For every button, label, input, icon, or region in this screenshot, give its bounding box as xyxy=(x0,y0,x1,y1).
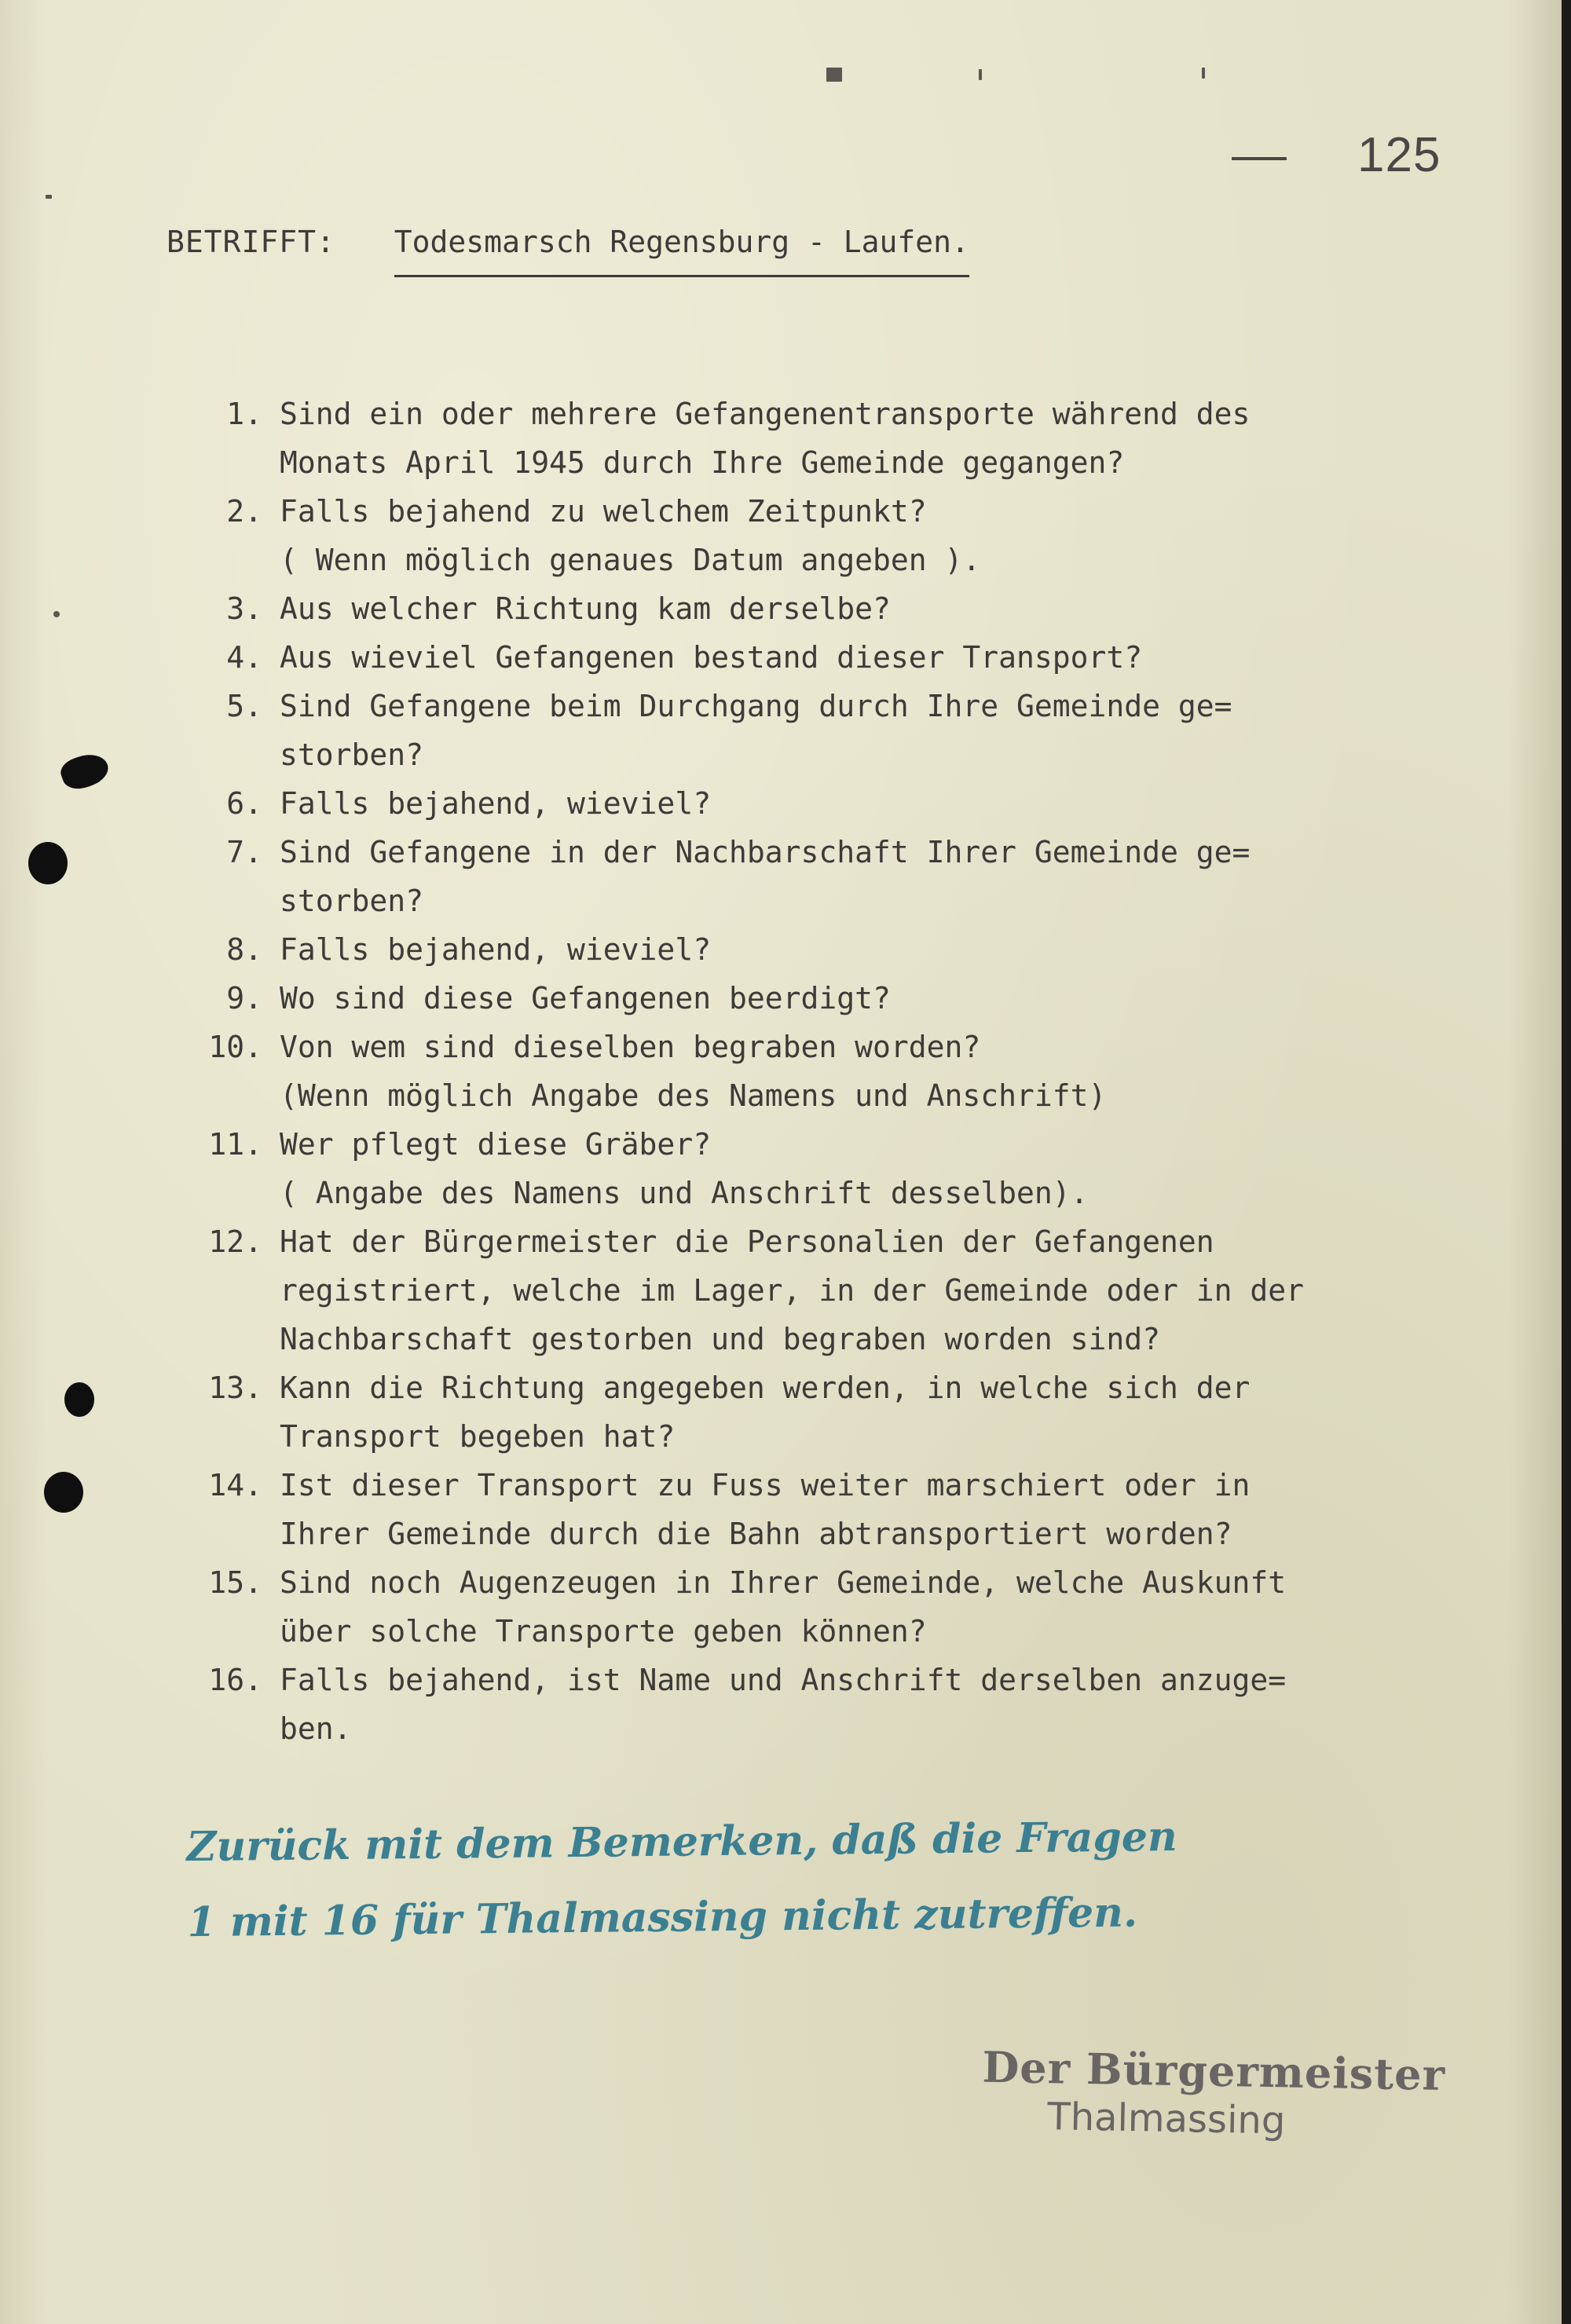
question-text: Nachbarschaft gestorben und begraben worden sind? xyxy=(280,1322,1161,1356)
punch-hole xyxy=(28,842,68,884)
question-text: (Wenn möglich Angabe des Namens und Anschrift) xyxy=(280,1078,1107,1113)
question-number: 3. xyxy=(226,591,262,626)
question-text: Aus wieviel Gefangenen bestand dieser Transport? xyxy=(280,640,1143,675)
paper-speck xyxy=(979,69,982,80)
question-number: 6. xyxy=(226,786,262,821)
question-text: Von wem sind dieselben begraben worden? xyxy=(280,1030,981,1064)
question-item xyxy=(196,584,1422,633)
question-number: 4. xyxy=(226,640,262,675)
question-text: registriert, welche im Lager, in der Gemeinde oder in der xyxy=(280,1273,1305,1308)
question-text: Sind noch Augenzeugen in Ihrer Gemeinde, welche Auskunft xyxy=(280,1565,1287,1600)
question-item xyxy=(196,1363,1422,1461)
paper-speck xyxy=(53,611,60,617)
paper-speck xyxy=(1202,68,1205,79)
question-text: Falls bejahend, wieviel? xyxy=(280,932,712,967)
question-text: Kann die Richtung angegeben werden, in welche sich der xyxy=(280,1371,1251,1405)
question-number: 15. xyxy=(208,1565,262,1600)
questionnaire-list xyxy=(196,390,1422,1753)
question-item xyxy=(196,1656,1422,1753)
page-number-dash xyxy=(1232,157,1287,160)
question-text: Hat der Bürgermeister die Personalien der Gefangenen xyxy=(280,1224,1214,1259)
question-number: 2. xyxy=(226,494,262,529)
question-number: 11. xyxy=(208,1127,262,1162)
question-text: Aus welcher Richtung kam derselbe? xyxy=(280,591,891,626)
question-text: Ist dieser Transport zu Fuss weiter marschiert oder in xyxy=(280,1468,1251,1502)
subject-label: BETRIFFT: xyxy=(167,225,335,259)
question-text: Sind Gefangene beim Durchgang durch Ihre Gemeinde ge= xyxy=(280,689,1232,723)
question-text: Wo sind diese Gefangenen beerdigt? xyxy=(280,981,891,1016)
question-item xyxy=(196,779,1422,828)
question-number: 5. xyxy=(226,689,262,723)
question-number: 12. xyxy=(208,1224,262,1259)
question-text: Transport begeben hat? xyxy=(280,1419,676,1454)
stamp-title: Der Bürgermeister xyxy=(981,2041,1446,2100)
handwritten-note-line: 1 mit 16 für Thalmassing nicht zutreffen. xyxy=(187,1888,1138,1947)
question-item xyxy=(196,682,1422,779)
question-item xyxy=(196,390,1422,487)
question-text: ( Wenn möglich genaues Datum angeben ). xyxy=(280,543,981,577)
question-item xyxy=(196,633,1422,682)
question-text: Sind Gefangene in der Nachbarschaft Ihrer Gemeinde ge= xyxy=(280,835,1251,869)
question-text: Ihrer Gemeinde durch die Bahn abtransportiert worden? xyxy=(280,1517,1232,1551)
question-number: 13. xyxy=(208,1371,262,1405)
question-item xyxy=(196,974,1422,1023)
question-text: Falls bejahend, ist Name und Anschrift derselben anzuge= xyxy=(280,1663,1287,1697)
question-text: ( Angabe des Namens und Anschrift desselben). xyxy=(280,1176,1089,1210)
question-text: storben? xyxy=(280,737,424,772)
question-item xyxy=(196,1461,1422,1558)
question-item xyxy=(196,1120,1422,1217)
question-text: Monats April 1945 durch Ihre Gemeinde gegangen? xyxy=(280,445,1125,480)
question-number: 16. xyxy=(208,1663,262,1697)
question-text: Wer pflegt diese Gräber? xyxy=(280,1127,712,1162)
handwritten-note xyxy=(186,1797,1413,1960)
question-item xyxy=(196,487,1422,584)
question-number: 7. xyxy=(226,835,262,869)
question-number: 1. xyxy=(226,397,262,431)
subject-text: Todesmarsch Regensburg - Laufen. xyxy=(394,225,969,277)
question-item xyxy=(196,1023,1422,1120)
question-text: Falls bejahend, wieviel? xyxy=(280,786,712,821)
question-item xyxy=(196,925,1422,974)
question-item xyxy=(196,828,1422,925)
question-text: ben. xyxy=(280,1711,352,1746)
question-item xyxy=(196,1217,1422,1363)
question-text: Sind ein oder mehrere Gefangenentransporte während des xyxy=(280,397,1251,431)
question-item xyxy=(196,1558,1422,1656)
question-number: 8. xyxy=(226,932,262,967)
subject-line xyxy=(167,225,969,277)
question-number: 10. xyxy=(208,1030,262,1064)
question-text: über solche Transporte geben können? xyxy=(280,1614,927,1649)
stamp-place: Thalmassing xyxy=(1046,2095,1286,2143)
paper-speck xyxy=(46,195,52,199)
paper-speck xyxy=(826,68,842,82)
question-number: 14. xyxy=(208,1468,262,1502)
handwritten-note-line: Zurück mit dem Bemerken, daß die Fragen xyxy=(186,1812,1177,1872)
punch-hole xyxy=(57,748,112,794)
question-text: storben? xyxy=(280,884,424,918)
mayor-stamp xyxy=(981,2041,1446,2145)
punch-hole xyxy=(44,1472,83,1513)
question-number: 9. xyxy=(226,981,262,1016)
punch-hole xyxy=(64,1382,94,1417)
question-text: Falls bejahend zu welchem Zeitpunkt? xyxy=(280,494,927,529)
page-number: 125 xyxy=(1357,128,1441,182)
